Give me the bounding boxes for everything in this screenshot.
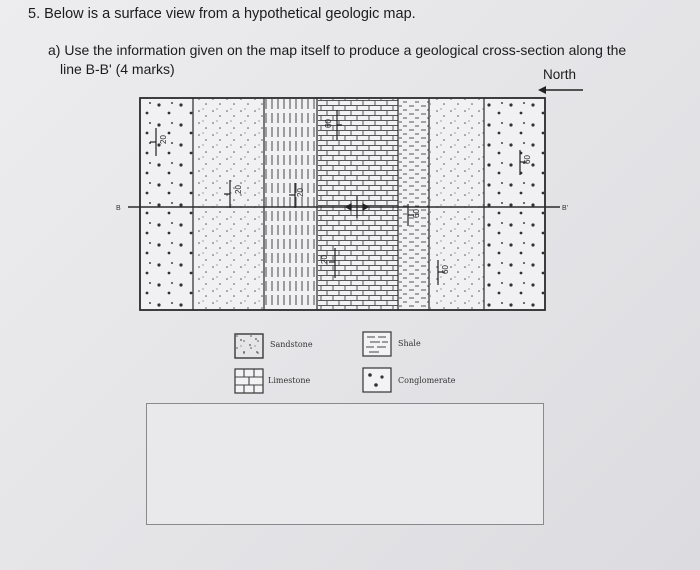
unit-conglomerate-east (485, 99, 544, 309)
legend-swatch-limestone (234, 368, 264, 394)
line-start-label: B (116, 205, 121, 212)
north-label: North (543, 67, 577, 82)
part-a-line2: line B-B' (4 marks) (60, 61, 175, 77)
unit-conglomerate-west (141, 99, 193, 309)
map-frame (116, 98, 568, 310)
legend-label-shale: Shale (398, 339, 421, 348)
line-end-label: B' (562, 205, 569, 212)
dip-label: 60 (412, 209, 421, 218)
part-a-line1: a) Use the information given on the map itself to produce a geological cross-section along the (48, 42, 627, 58)
unit-sandstone-west (194, 99, 264, 309)
unit-limestone (318, 99, 398, 309)
dip-label: 20 (234, 185, 243, 194)
legend-swatch-conglomerate (362, 367, 392, 393)
dip-label: 20 (159, 135, 168, 144)
dip-label: 20 (320, 255, 329, 264)
legend-swatch-shale (362, 331, 392, 357)
unit-shale-east (399, 99, 429, 309)
legend-label-sandstone: Sandstone (270, 340, 313, 349)
dip-label: 60 (523, 155, 532, 164)
unit-shale-west (265, 99, 317, 309)
answer-box[interactable] (146, 403, 544, 525)
legend-swatch-sandstone (234, 333, 264, 359)
legend-label-conglomerate: Conglomerate (398, 376, 456, 385)
question-title: 5. Below is a surface view from a hypothetical geologic map. (28, 6, 416, 22)
dip-label: 20 (296, 188, 305, 197)
legend-label-limestone: Limestone (268, 376, 311, 385)
dip-label: 60 (441, 265, 450, 274)
dip-label: 60 (324, 119, 333, 128)
